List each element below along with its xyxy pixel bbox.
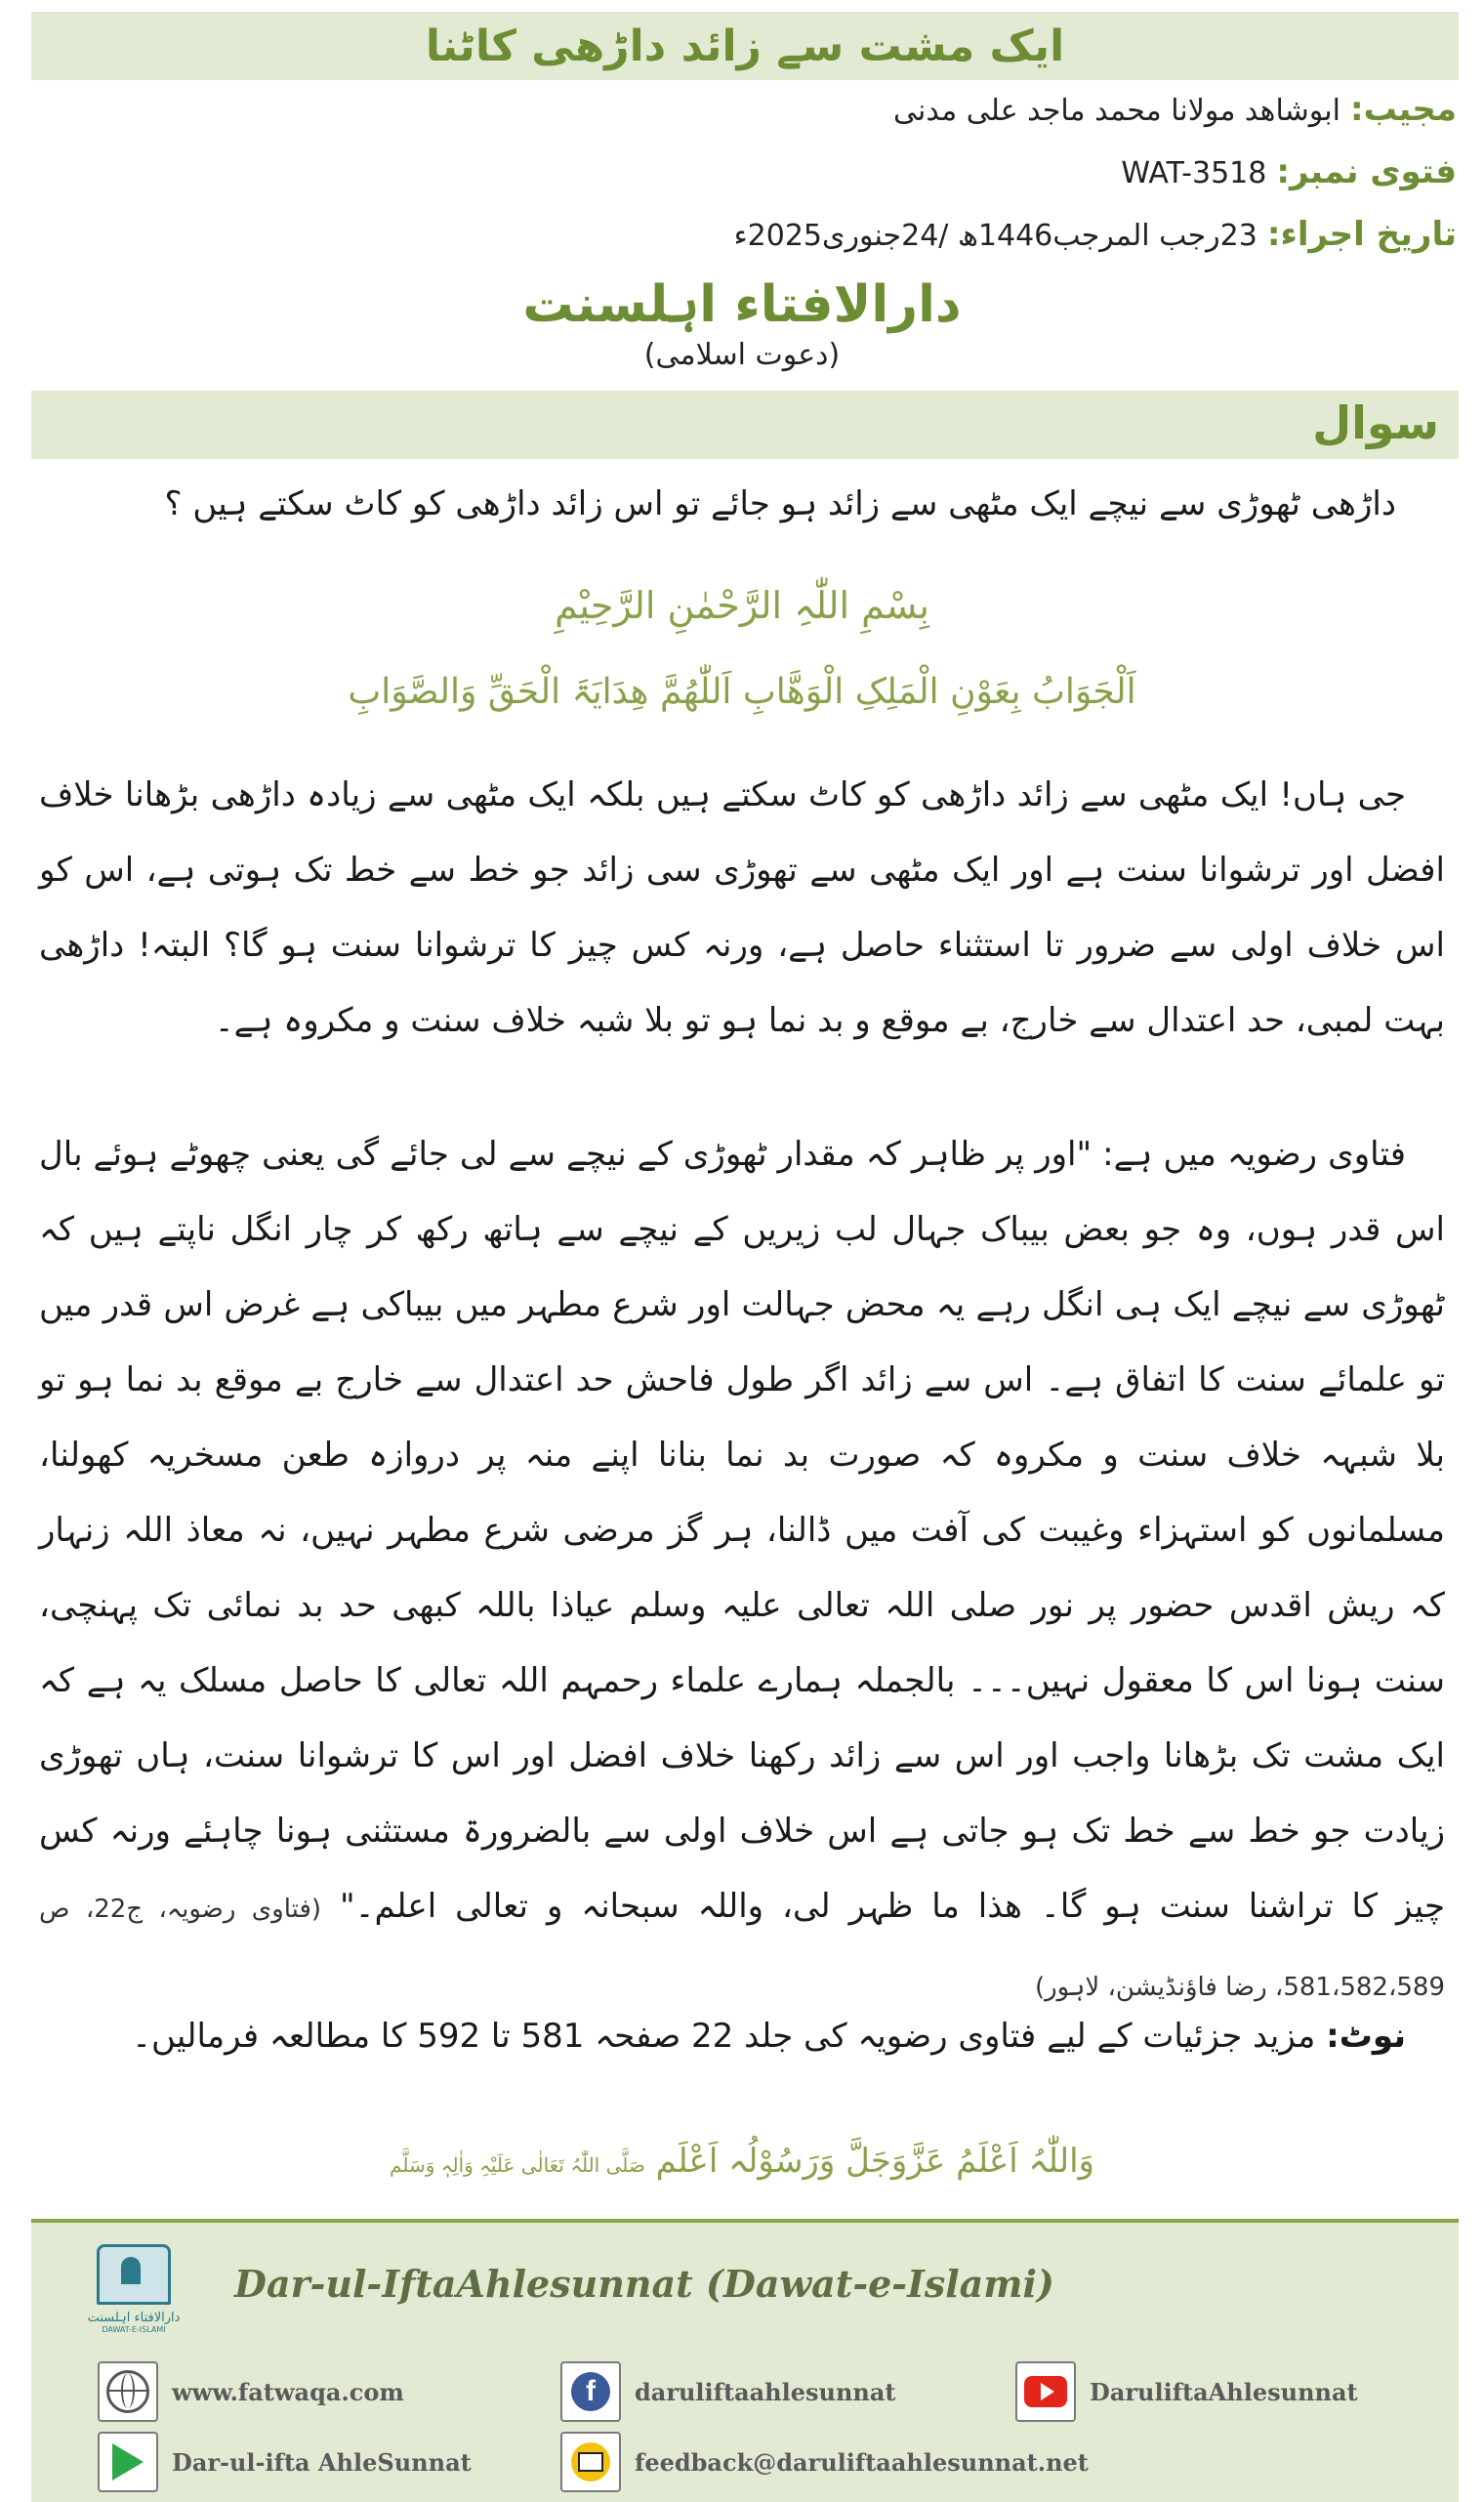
answer-quote: فتاوی رضویہ میں ہے: "اور پر ظاہر کہ مقدار ٹھوڑی کے نیچے سے لی جائے گی یعنی چھوٹے ہوئے بال اس قدر ہوں، وہ جو بعض بیباک جہال لب زیریں کے نیچے سے ہاتھ رکھ کر چار انگل ناپتے ہیں کہ ٹھوڑی سے نیچے ایک ہی انگل رہے یہ محض جہالت اور شرع مطہر میں بیباکی ہے غرض اس قدر میں تو علمائے سنت کا اتفاق ہے۔ اس سے زائد اگر طول فاحش حد اعتدال سے خارج بے موقع بد نما ہو تو بلا شبہہ خلاف سنت و مکروہ کہ صورت بد نما بنانا اپنے منہ پر دروازہ طعن مسخریہ کھولنا، مسلمانوں کو استہزاء وغیبت کی آفت میں ڈالنا، ہر گز مرضی شرع مطہر نہیں، نہ معاذ اللہ زنہار کہ ریش اقدس حضور پر نور صلی اللہ تعالی علیہ وسلم عیاذا باللہ کبھی حد بد نمائی تک پہنچی، سنت ہونا اس کا معقول نہیں۔۔۔ بالجملہ ہمارے علماء رحمہم اللہ تعالی کا حاصل مسلک یہ ہے کہ ایک مشت تک بڑھانا واجب اور اس سے زائد رکھنا خلاف افضل اور اس کا ترشوانا سنت، ہاں تھوڑی زیادت جو خط سے خط تک ہو جاتی ہے اس خلاف اولی سے بالضرورۃ مستثنی ہونا چاہئے ورنہ کس چیز کا تراشنا سنت ہو گا۔ ھذا ما ظہر لی، واللہ سبحانہ و تعالی اعلم۔"	[39, 1135, 1445, 1926]
question-heading: سوال	[1312, 396, 1439, 449]
email-link[interactable]	[560, 2432, 1089, 2492]
issue-date-value: 23رجب المرجب1446ھ /24جنوری2025ء	[733, 219, 1257, 253]
note-label: نوٹ:	[1326, 2017, 1406, 2056]
logo-subtext: DAWAT-E-ISLAMI	[102, 2325, 166, 2334]
organization-sub: (دعوت اسلامی)	[643, 338, 841, 372]
closing-small: صَلَّی اللّٰہُ تَعَالٰی عَلَیْہِ وَاٰلِہٖ وَسَلَّم	[390, 2153, 645, 2177]
question-heading-band	[31, 391, 1459, 459]
closing-formula	[0, 2141, 1484, 2181]
footer	[31, 2219, 1459, 2502]
issue-date-row	[734, 215, 1457, 254]
title-band	[31, 12, 1459, 80]
closing-main: وَاللّٰہُ اَعْلَمُ عَزَّوَجَلَّ وَرَسُوْلُہ اَعْلَم	[655, 2142, 1094, 2181]
facebook-text: daruliftaahlesunnat	[635, 2377, 896, 2406]
mujeeb-value: ابوشاھد مولانا محمد ماجد علی مدنی	[893, 94, 1340, 128]
issue-date-label: تاریخ اجراء:	[1266, 215, 1457, 254]
organization-header	[0, 275, 1484, 372]
answer-paragraph-2	[39, 1117, 1445, 2025]
email-icon	[560, 2432, 621, 2492]
website-link[interactable]	[98, 2361, 404, 2422]
facebook-icon: f	[560, 2361, 621, 2422]
fatwa-number-label: فتوی نمبر:	[1276, 152, 1457, 191]
answer-paragraph-1: جی ہاں! ایک مٹھی سے زائد داڑھی کو کاٹ سکتے ہیں بلکہ ایک مٹھی سے زیادہ داڑھی بڑھانا خلاف افضل اور ترشوانا سنت ہے اور ایک مٹھی سے تھوڑی سی زائد جو خط سے خط تک ہوتی ہے، اس کو اس خلاف اولی سے ضرور تا استثناء حاصل ہے، ورنہ کس چیز کا ترشوانا سنت ہو گا؟ البتہ! داڑھی بہت لمبی، حد اعتدال سے خارج، بے موقع و بد نما ہو تو بلا شبہ خلاف سنت و مکروہ ہے۔	[39, 775, 1445, 1040]
youtube-link[interactable]	[1015, 2361, 1358, 2422]
footer-brand: Dar-ul-IftaAhlesunnat (Dawat-e-Islami)	[234, 2262, 1054, 2306]
mujeeb-row	[893, 90, 1457, 129]
question-text: داڑھی ٹھوڑی سے نیچے ایک مٹھی سے زائد ہو جائے تو اس زائد داڑھی کو کاٹ سکتے ہیں ؟	[164, 484, 1396, 523]
note	[39, 2016, 1445, 2056]
logo	[80, 2244, 187, 2359]
youtube-text: DaruliftaAhlesunnat	[1090, 2377, 1358, 2406]
note-text: مزید جزئیات کے لیے فتاوی رضویہ کی جلد 22 صفحہ 581 تا 592 کا مطالعہ فرمالیں۔	[132, 2017, 1316, 2056]
globe-icon	[98, 2361, 158, 2422]
youtube-icon	[1015, 2361, 1076, 2422]
fatwa-number-row	[1121, 152, 1457, 191]
logo-text: دارالافتاء اہلسنت	[87, 2311, 181, 2325]
playstore-link[interactable]	[98, 2432, 472, 2492]
playstore-icon	[98, 2432, 158, 2492]
website-text: www.fatwaqa.com	[172, 2377, 404, 2406]
logo-icon	[97, 2244, 171, 2305]
organization-name: دارالافتاء اہلسنت	[522, 275, 962, 334]
answer-heading: اَلْجَوَابُ بِعَوْنِ الْمَلِکِ الْوَھَّابِ اَللّٰھُمَّ ھِدَایَۃَ الْحَقِّ وَالصَّوَابِ	[348, 672, 1136, 712]
answer-reference: (فتاوی رضویہ، ج22، ص 581،582،589، رضا فاؤنڈیشن، لاہور)	[39, 1895, 1445, 2002]
bismillah: بِسْمِ اللّٰہِ الرَّحْمٰنِ الرَّحِیْمِ	[555, 584, 929, 627]
page-title: ایک مشت سے زائد داڑھی کاٹنا	[425, 21, 1065, 71]
fatwa-number-value: WAT-3518	[1121, 156, 1267, 190]
facebook-link[interactable]	[560, 2361, 896, 2422]
email-text: feedback@daruliftaahlesunnat.net	[635, 2447, 1089, 2477]
playstore-text: Dar-ul-ifta AhleSunnat	[172, 2447, 472, 2477]
mujeeb-label: مجیب:	[1349, 90, 1457, 129]
